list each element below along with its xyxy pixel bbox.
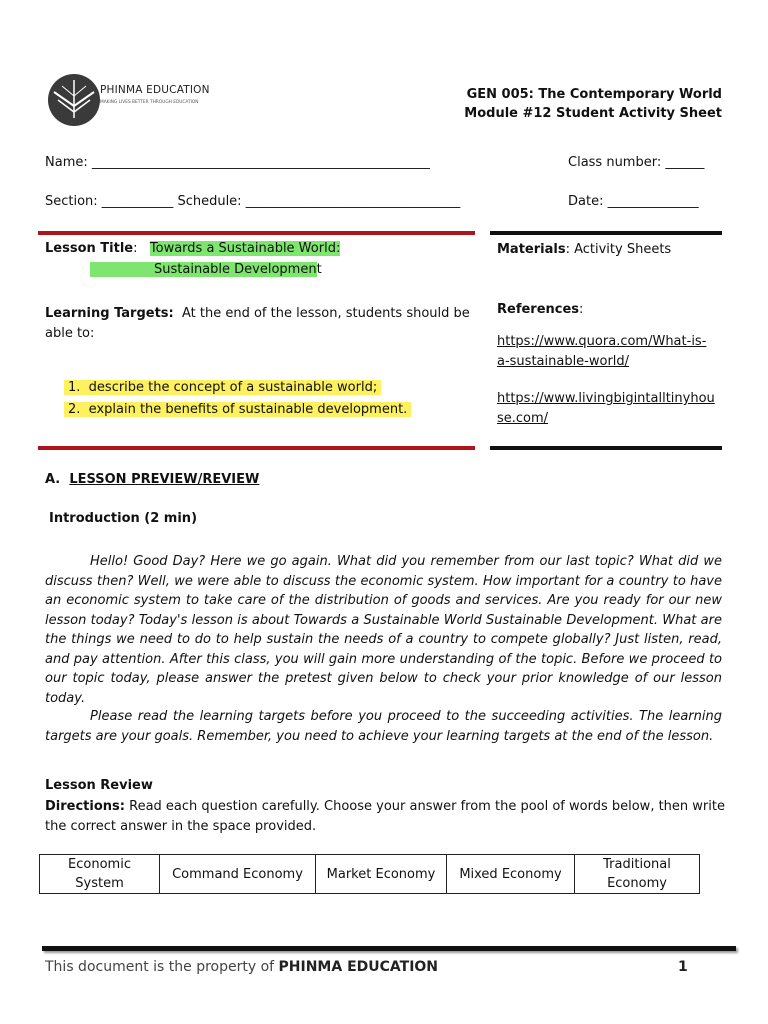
materials-box-top-line [490,231,722,235]
reference-link-quora[interactable]: https://www.quora.com/What-is- a-sustainable-world/ [497,334,707,369]
date-field[interactable]: Date: ______________ [568,194,699,209]
lesson-title: Lesson Title: Towards a Sustainable World: [45,241,341,256]
directions-text: Read each question carefully. Choose your answer from the pool of words below, then write the correct answer in the space provided. [45,799,725,834]
learning-targets-intro-line1: At the end of the lesson, students should be [182,306,470,321]
class-number-field[interactable]: Class number: ______ [568,155,705,170]
reference-link-tinyhouse[interactable]: https://www.livingbigintalltinyhou se.com/ [497,391,715,426]
learning-target-item [64,380,381,395]
materials: Materials: Activity Sheets [497,242,672,257]
course-title: GEN 005: The Contemporary World [466,87,722,102]
footer-ownership [45,959,438,975]
learning-target-number: 1. [68,380,81,395]
footer-prefix: This document is the property of [45,959,279,975]
lesson-title-line2-tail: t [316,262,322,277]
learning-target-item [64,402,411,417]
page-number: 1 [678,959,688,975]
word-pool-cell: Command Economy [160,855,316,894]
learning-target-text: explain the benefits of sustainable development. [88,402,408,417]
references-heading: References: [497,302,584,317]
word-pool-cell: Economic System [40,855,160,894]
materials-box-bottom-line [490,446,722,450]
learning-target-number: 2. [68,402,81,417]
lesson-box-top-line [38,231,475,235]
lesson-title-second-line [90,262,322,277]
phinma-logo [48,72,223,128]
logo-tagline: MAKING LIVES BETTER THROUGH EDUCATION [100,100,199,105]
section-a-letter: A. [45,472,61,487]
section-a-title: LESSON PREVIEW/REVIEW [69,472,260,487]
introduction-paragraph: Hello! Good Day? Here we go again. What did you remember from our last topic? What did we discuss then? Well, we were able to discuss the economic system. How important for a country to have an economic system to take care of the distribution of goods and services. Are you ready for our new lesson today? Today's lesson is about Towards a Sustainable World Sustainable Development. What are the things we need to do to help sustain the needs of a country to compete globally? Just listen, read, and pay attention. After this class, you will gain more understanding of the topic. Before we proceed to our topic today, please answer the pretest given below to check your prior knowledge of our lesson today. [45,554,722,706]
phinma-emblem-icon [48,72,100,128]
learning-target-text: describe the concept of a sustainable world; [88,380,378,395]
word-pool-cell: Mixed Economy [447,855,575,894]
directions-label: Directions: [45,799,125,814]
section-schedule-field[interactable]: Section: ___________ Schedule: _________________________________ [45,194,461,209]
lesson-title-line2: Sustainable Developmen [90,262,317,277]
footer-owner: PHINMA EDUCATION [278,959,439,975]
section-a-heading [45,472,259,487]
learning-targets-label: Learning Targets: [45,306,174,321]
learning-targets-intro [45,306,470,321]
references-label: References [497,302,580,317]
learning-targets-intro-line2: able to: [45,326,95,341]
lesson-title-label: Lesson Title [45,241,134,256]
word-pool-table [39,854,700,894]
materials-value: Activity Sheets [574,242,672,257]
materials-label: Materials [497,242,566,257]
word-pool-cell: Traditional Economy [575,855,700,894]
name-field[interactable]: Name: ____________________________________________________ [45,155,430,170]
lesson-box-bottom-line [38,446,475,450]
module-title: Module #12 Student Activity Sheet [464,106,722,121]
logo-name: PHINMA EDUCATION [100,84,210,96]
learning-targets-reminder: Please read the learning targets before you proceed to the succeeding activities. The learning targets are your goals. Remember, you need to achieve your learning targets at the end of the lesson. [45,709,722,744]
lesson-review-directions [45,797,725,837]
footer-rule [42,946,736,951]
introduction-heading: Introduction (2 min) [49,511,198,526]
lesson-title-line1: Towards a Sustainable World: [149,241,341,256]
lesson-review-heading: Lesson Review [45,778,153,793]
word-pool-cell: Market Economy [316,855,447,894]
